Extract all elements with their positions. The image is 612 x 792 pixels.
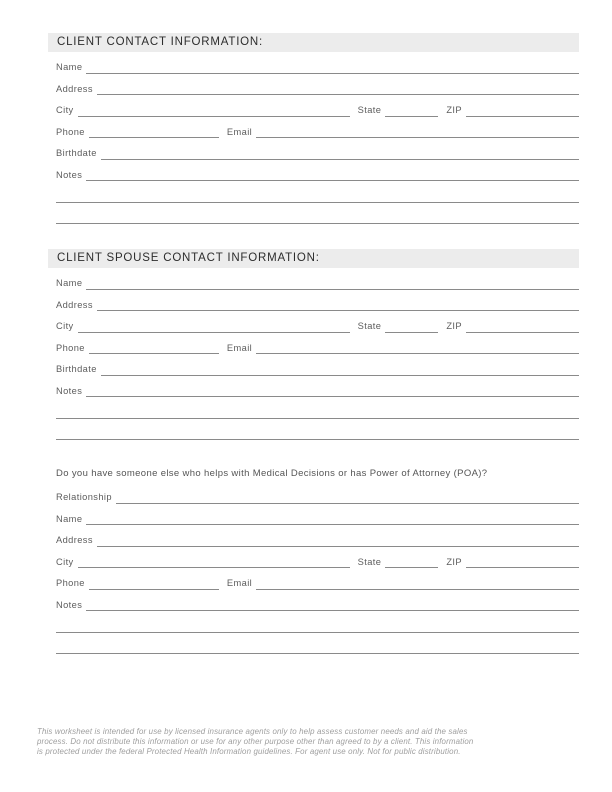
poa-relationship-line[interactable] [116, 502, 579, 504]
address-label: Address [56, 535, 93, 546]
disclaimer-line-3: is protected under the federal Protected Health Information guidelines. For agent use only. Not for public distribution. [37, 747, 461, 756]
email-label: Email [226, 126, 253, 137]
spouse-zip-line[interactable] [466, 331, 579, 333]
spouse-section-header [48, 249, 579, 268]
poa-notes-line-2[interactable] [56, 631, 579, 633]
poa-phone-line[interactable] [89, 588, 219, 590]
client-address-row [48, 74, 579, 96]
birthdate-label: Birthdate [56, 148, 97, 159]
spouse-phone-row [48, 333, 579, 355]
spouse-address-row [48, 290, 579, 312]
city-label: City [56, 556, 74, 567]
name-label: Name [56, 278, 83, 289]
phone-label: Phone [56, 342, 85, 353]
client-email-line[interactable] [256, 136, 579, 138]
client-notes-line-3[interactable] [56, 222, 579, 224]
notes-label: Notes [56, 169, 83, 180]
client-notes-line[interactable] [86, 179, 579, 181]
phone-label: Phone [56, 578, 85, 589]
spouse-notes-row [48, 376, 579, 398]
address-label: Address [56, 299, 93, 310]
poa-name-line[interactable] [86, 523, 579, 525]
phone-label: Phone [56, 126, 85, 137]
spouse-state-line[interactable] [385, 331, 438, 333]
poa-notes-row [48, 590, 579, 612]
client-birthdate-row [48, 138, 579, 160]
client-phone-row [48, 117, 579, 139]
spouse-name-row [48, 268, 579, 290]
poa-name-row [48, 504, 579, 526]
notes-label: Notes [56, 385, 83, 396]
form-content [48, 33, 579, 654]
spouse-birthdate-row [48, 354, 579, 376]
zip-label: ZIP [446, 556, 462, 567]
spouse-phone-line[interactable] [89, 352, 219, 354]
spouse-section-title: CLIENT SPOUSE CONTACT INFORMATION: [57, 251, 320, 264]
poa-city-line[interactable] [78, 566, 350, 568]
client-notes-row [48, 160, 579, 182]
email-label: Email [226, 342, 253, 353]
client-notes-line-2[interactable] [56, 201, 579, 203]
notes-label: Notes [56, 599, 83, 610]
client-address-line[interactable] [97, 93, 579, 95]
city-label: City [56, 105, 74, 116]
client-notes-row-2 [48, 181, 579, 203]
poa-address-line[interactable] [97, 545, 579, 547]
spouse-notes-line[interactable] [86, 395, 579, 397]
city-label: City [56, 321, 74, 332]
spouse-notes-row-3 [48, 419, 579, 441]
client-city-row [48, 95, 579, 117]
spouse-birthdate-line[interactable] [101, 374, 579, 376]
name-label: Name [56, 513, 83, 524]
zip-label: ZIP [446, 321, 462, 332]
client-phone-line[interactable] [89, 136, 219, 138]
client-city-line[interactable] [78, 115, 350, 117]
client-name-row [48, 52, 579, 74]
client-name-line[interactable] [86, 72, 579, 74]
birthdate-label: Birthdate [56, 364, 97, 375]
poa-notes-row-3 [48, 633, 579, 655]
client-zip-line[interactable] [466, 115, 579, 117]
disclaimer-line-1: This worksheet is intended for use by licensed insurance agents only to help assess customer needs and aid the sales [37, 727, 468, 736]
spouse-email-line[interactable] [256, 352, 579, 354]
disclaimer-text [37, 727, 579, 757]
zip-label: ZIP [446, 105, 462, 116]
poa-notes-line-3[interactable] [56, 652, 579, 654]
poa-question: Do you have someone else who helps with Medical Decisions or has Power of Attorney (POA)? [56, 468, 488, 479]
state-label: State [357, 556, 382, 567]
poa-zip-line[interactable] [466, 566, 579, 568]
relationship-label: Relationship [56, 492, 112, 503]
spouse-notes-line-2[interactable] [56, 417, 579, 419]
client-section-header [48, 33, 579, 52]
spouse-notes-row-2 [48, 397, 579, 419]
spouse-address-line[interactable] [97, 309, 579, 311]
poa-notes-line[interactable] [86, 609, 579, 611]
poa-phone-row [48, 568, 579, 590]
state-label: State [357, 321, 382, 332]
spouse-city-row [48, 311, 579, 333]
poa-relationship-row [48, 482, 579, 504]
poa-address-row [48, 525, 579, 547]
client-state-line[interactable] [385, 115, 438, 117]
spouse-city-line[interactable] [78, 331, 350, 333]
spouse-notes-line-3[interactable] [56, 438, 579, 440]
spouse-name-line[interactable] [86, 288, 579, 290]
poa-notes-row-2 [48, 611, 579, 633]
name-label: Name [56, 62, 83, 73]
poa-state-line[interactable] [385, 566, 438, 568]
poa-city-row [48, 547, 579, 569]
address-label: Address [56, 83, 93, 94]
client-birthdate-line[interactable] [101, 158, 579, 160]
poa-email-line[interactable] [256, 588, 579, 590]
disclaimer-line-2: process. Do not distribute this information or use for any other purpose other than agreed to by a client. This information [37, 737, 474, 746]
email-label: Email [226, 578, 253, 589]
state-label: State [357, 105, 382, 116]
client-section-title: CLIENT CONTACT INFORMATION: [57, 35, 264, 48]
client-notes-row-3 [48, 203, 579, 225]
